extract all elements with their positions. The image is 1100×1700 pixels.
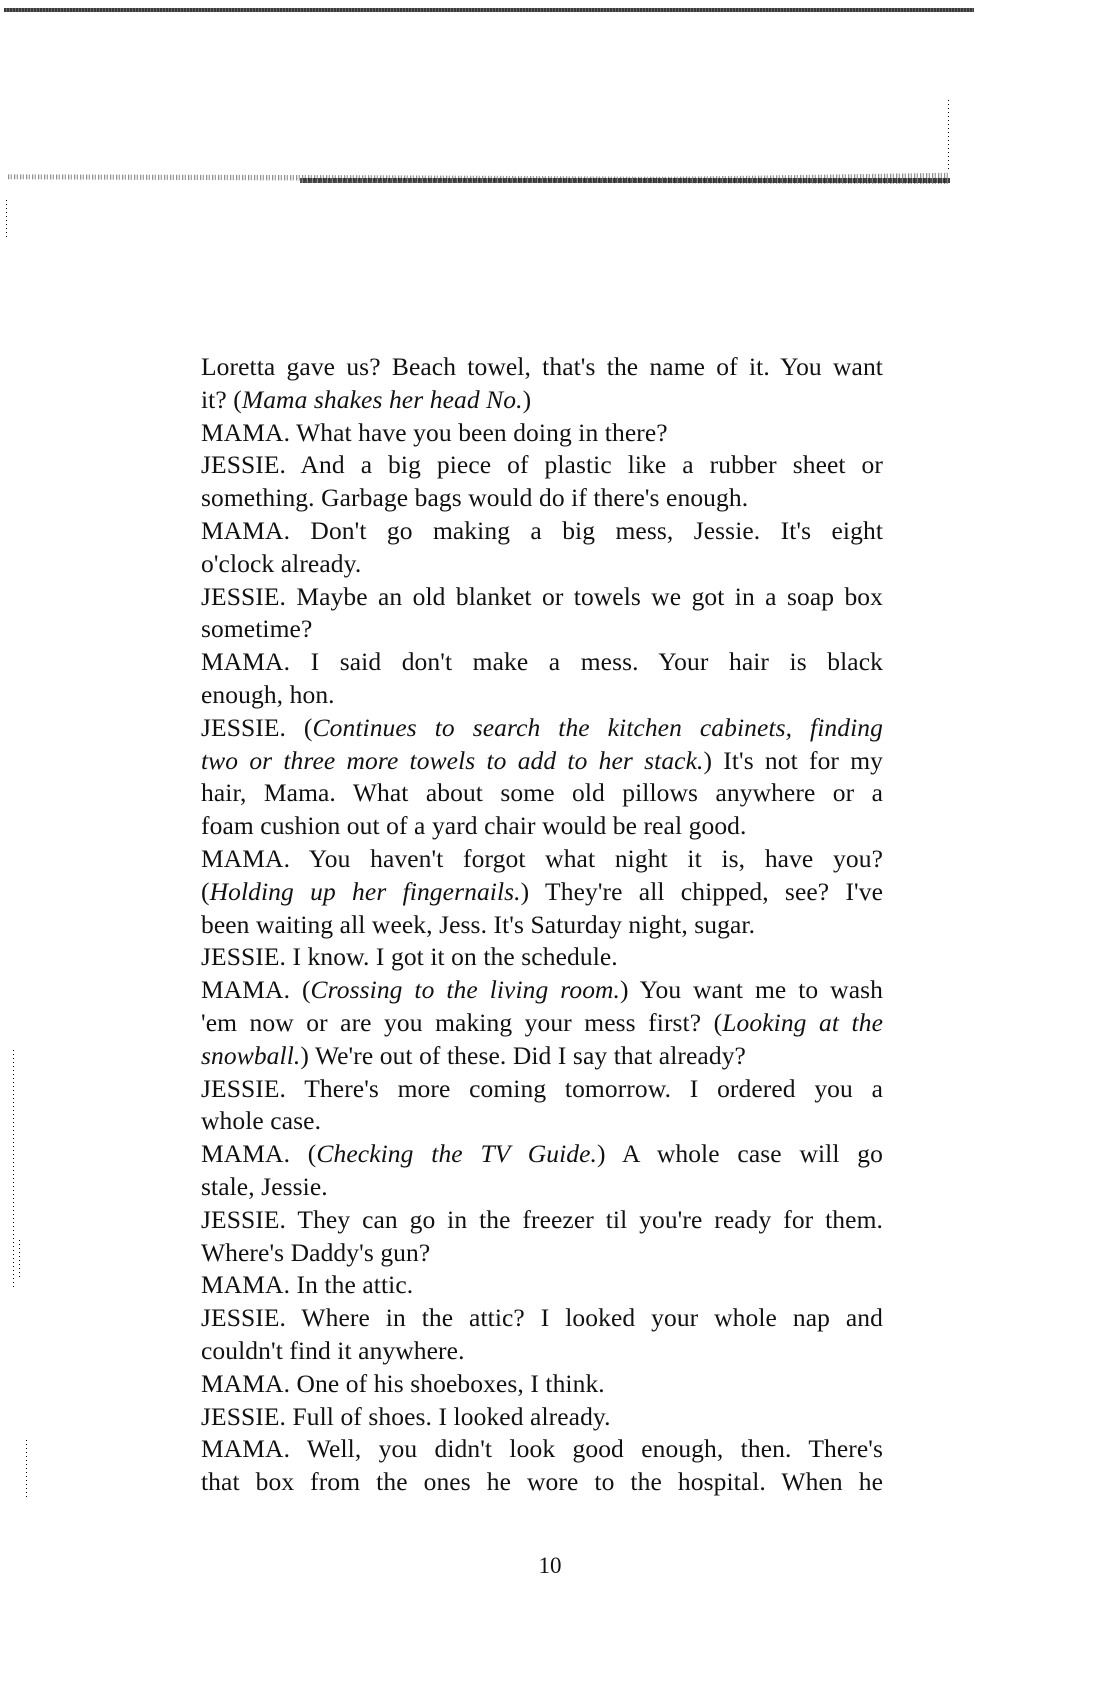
- dialogue-text: ) They're all chipped, see? I've: [520, 876, 884, 906]
- dialogue-text: JESSIE. Maybe an old blanket or towels we got in a soap box: [201, 581, 883, 611]
- dialogue-text: Where's Daddy's gun?: [201, 1237, 431, 1267]
- text-line: [201, 482, 883, 515]
- text-line: [201, 515, 883, 548]
- dialogue-text: JESSIE. (: [201, 712, 313, 742]
- dialogue-text: been waiting all week, Jess. It's Saturday night, sugar.: [201, 909, 756, 939]
- dialogue-text: (: [201, 876, 210, 906]
- text-line: [201, 351, 883, 384]
- dialogue-text: ): [522, 384, 532, 414]
- left-edge-scan-dots: [26, 1440, 27, 1500]
- dialogue-text: ) We're out of these. Did I say that already?: [300, 1040, 746, 1070]
- dialogue-text: JESSIE. And a big piece of plastic like a rubber sheet or: [201, 450, 883, 480]
- dialogue-text: MAMA. In the attic.: [201, 1270, 414, 1300]
- stage-direction: two or three more towels to add to her stack.: [201, 745, 704, 775]
- text-line: [201, 712, 883, 745]
- dialogue-text: JESSIE. I know. I got it on the schedule.: [201, 942, 618, 972]
- text-line: [201, 941, 883, 974]
- dialogue-text: ) A whole case will go: [597, 1139, 883, 1169]
- text-line: [201, 1401, 883, 1434]
- left-edge-scan-dots: [13, 1050, 14, 1290]
- text-line: [201, 1073, 883, 1106]
- stage-direction: Checking the TV Guide.: [316, 1139, 598, 1169]
- text-line: [201, 449, 883, 482]
- stage-direction: Looking at the: [722, 1007, 883, 1037]
- stage-direction: Mama shakes her head No.: [241, 384, 523, 414]
- dialogue-text: MAMA. Don't go making a big mess, Jessie. It's eight: [201, 515, 883, 545]
- text-line: [201, 1433, 883, 1466]
- dialogue-text: MAMA. What have you been doing in there?: [201, 417, 668, 447]
- page-number: 10: [538, 1553, 562, 1578]
- dialogue-text: MAMA. (: [201, 975, 311, 1005]
- scan-artifact-band-dark: [300, 178, 950, 183]
- dialogue-text: JESSIE. There's more coming tomorrow. I ordered you a: [201, 1073, 883, 1103]
- dialogue-text: MAMA. One of his shoeboxes, I think.: [201, 1368, 605, 1398]
- text-line: [201, 1302, 883, 1335]
- text-line: [201, 1007, 883, 1040]
- text-line: [201, 1204, 883, 1237]
- dialogue-text: JESSIE. Full of shoes. I looked already.: [201, 1401, 611, 1431]
- text-line: [201, 679, 883, 712]
- dialogue-text: Loretta gave us? Beach towel, that's the name of it. You want: [201, 352, 883, 381]
- dialogue-text: MAMA. Well, you didn't look good enough, then. There's: [201, 1434, 883, 1464]
- text-line: [201, 1466, 883, 1499]
- left-edge-scan-dots: [6, 200, 7, 240]
- text-line: [201, 1368, 883, 1401]
- dialogue-text: MAMA. I said don't make a mess. Your hair is black: [201, 647, 883, 677]
- text-line: [201, 1237, 883, 1270]
- dialogue-text: foam cushion out of a yard chair would be real good.: [201, 811, 747, 841]
- top-scan-rule: [4, 8, 974, 12]
- stage-direction: snowball.: [201, 1040, 301, 1070]
- dialogue-text: stale, Jessie.: [201, 1171, 328, 1201]
- text-line: [201, 1105, 883, 1138]
- text-line: [201, 1040, 883, 1073]
- dialogue-text: MAMA. You haven't forgot what night it is, have you?: [201, 843, 883, 873]
- stage-direction: Holding up her fingernails.: [209, 876, 521, 906]
- dialogue-text: it? (: [201, 384, 242, 414]
- text-line: [201, 613, 883, 646]
- text-line: [201, 384, 883, 417]
- text-line: [201, 417, 883, 450]
- dialogue-text: hair, Mama. What about some old pillows anywhere or a: [201, 778, 883, 808]
- page-body-text: [201, 351, 883, 1499]
- stage-direction: Continues to search the kitchen cabinets, finding: [312, 712, 883, 742]
- text-line: [201, 1171, 883, 1204]
- right-edge-scan-dots: [948, 100, 949, 170]
- text-line: [201, 1335, 883, 1368]
- stage-direction: Crossing to the living room.: [310, 975, 621, 1005]
- dialogue-text: something. Garbage bags would do if there's enough.: [201, 483, 749, 513]
- text-line: [201, 745, 883, 778]
- text-line: [201, 1138, 883, 1171]
- dialogue-text: JESSIE. Where in the attic? I looked your whole nap and: [201, 1303, 883, 1333]
- dialogue-text: ) It's not for my: [703, 745, 883, 775]
- dialogue-text: JESSIE. They can go in the freezer til you're ready for them.: [201, 1204, 883, 1234]
- text-line: [201, 1269, 883, 1302]
- text-line: [201, 843, 883, 876]
- text-line: [201, 581, 883, 614]
- text-line: [201, 646, 883, 679]
- left-edge-scan-dots: [19, 1240, 20, 1280]
- text-line: [201, 777, 883, 810]
- text-line: [201, 810, 883, 843]
- dialogue-text: enough, hon.: [201, 679, 335, 709]
- text-line: [201, 548, 883, 581]
- dialogue-text: couldn't find it anywhere.: [201, 1335, 465, 1365]
- dialogue-text: ) You want me to wash: [620, 975, 883, 1005]
- text-line: [201, 974, 883, 1007]
- dialogue-text: 'em now or are you making your mess first? (: [201, 1007, 723, 1037]
- text-line: [201, 909, 883, 942]
- dialogue-text: MAMA. (: [201, 1139, 317, 1169]
- dialogue-text: sometime?: [201, 614, 313, 644]
- dialogue-text: o'clock already.: [201, 548, 362, 578]
- dialogue-text: whole case.: [201, 1106, 322, 1136]
- text-line: [201, 876, 883, 909]
- dialogue-text: that box from the ones he wore to the hospital. When he: [201, 1467, 883, 1497]
